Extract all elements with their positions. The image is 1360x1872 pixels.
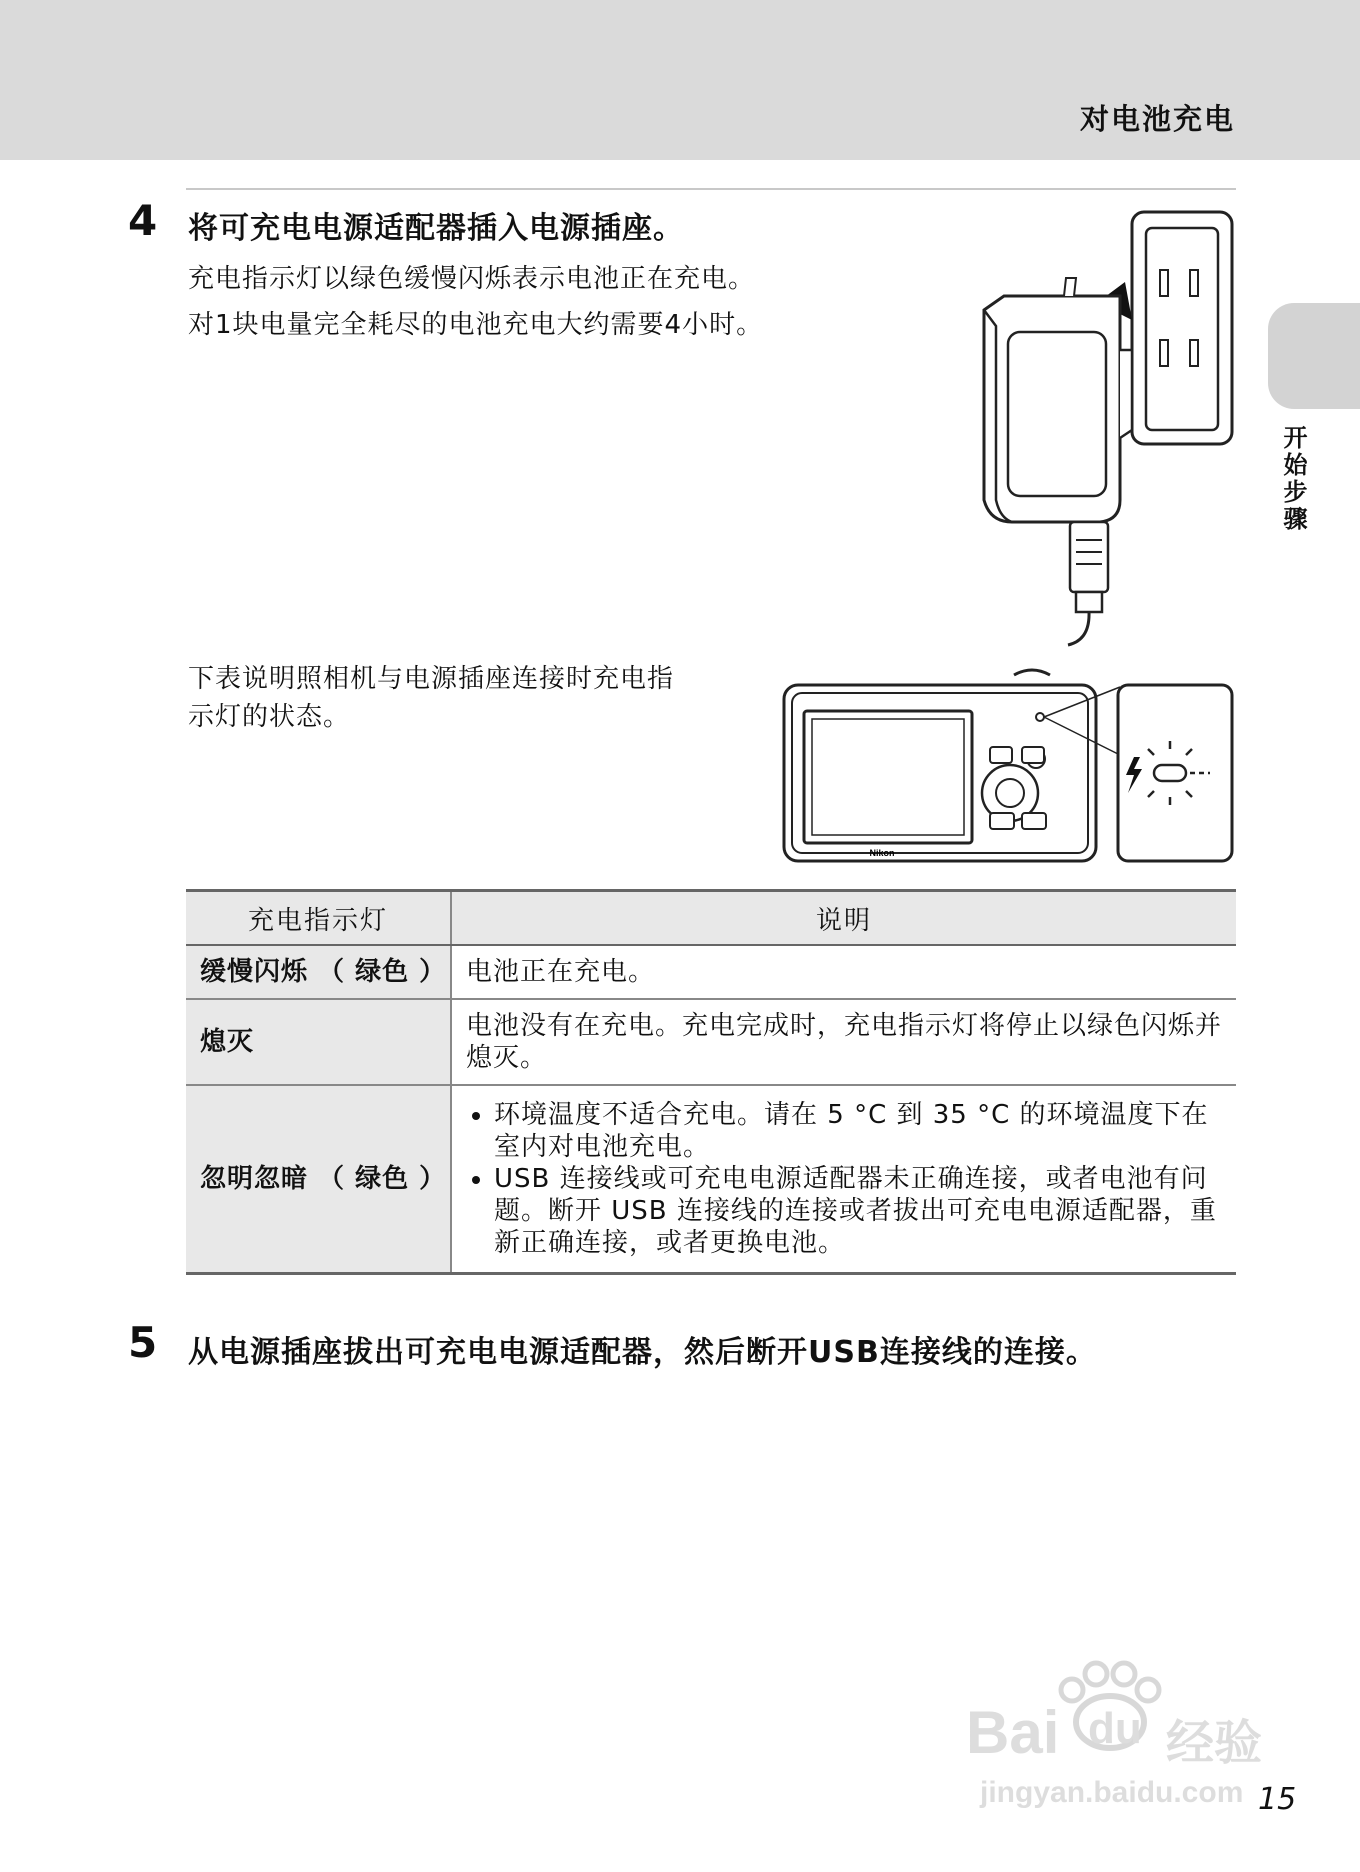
- list-item: • 环境温度不适合充电。请在 5 °C 到 35 °C 的环境温度下在室内对电池充电。: [494, 1099, 1222, 1163]
- table-row: [186, 999, 1236, 1085]
- list-item: • USB 连接线或可充电电源适配器未正确连接，或者电池有问题。断开 USB 连接线的连接或者拔出可充电电源适配器，重新正确连接，或者更换电池。: [494, 1163, 1222, 1259]
- description-cell: [451, 1085, 1236, 1273]
- description-cell: 电池正在充电。: [451, 945, 1236, 999]
- side-tab-label: 开始步骤: [1279, 425, 1307, 533]
- step-5-heading: 从电源插座拔出可充电电源适配器，然后断开USB连接线的连接。: [188, 1335, 1097, 1370]
- intro-line-1: 下表说明照相机与电源插座连接时充电指: [188, 664, 675, 694]
- page-section-title: 对电池充电: [1079, 102, 1235, 136]
- top-divider: [186, 188, 1236, 190]
- side-tab: [1268, 303, 1360, 409]
- table-row: [186, 1085, 1236, 1273]
- description-cell: 电池没有在充电。充电完成时，充电指示灯将停止以绿色闪烁并熄灭。: [451, 999, 1236, 1085]
- step-4-number: 4: [128, 196, 158, 245]
- status-cell: 忽明忽暗 （ 绿色 ）: [186, 1085, 451, 1273]
- camera-back-illustration: [782, 665, 1236, 865]
- step-4-heading: 将可充电电源适配器插入电源插座。: [188, 211, 684, 246]
- step-5-number: 5: [128, 1318, 158, 1367]
- page-number: 15: [1258, 1782, 1297, 1817]
- bullet-list: [466, 1099, 1222, 1259]
- usb-plug-icon: [1068, 522, 1108, 645]
- power-adapter-icon: [984, 278, 1132, 522]
- adapter-outlet-illustration: [960, 200, 1240, 650]
- camera-body-icon: [784, 670, 1120, 861]
- status-cell: 熄灭: [186, 999, 451, 1085]
- intro-line-2: 示灯的状态。: [188, 702, 351, 732]
- status-cell: 缓慢闪烁 （ 绿色 ）: [186, 945, 451, 999]
- column-header-description: 说明: [451, 891, 1236, 946]
- table-row: [186, 945, 1236, 999]
- step-4-line-1: 充电指示灯以绿色缓慢闪烁表示电池正在充电。: [188, 264, 756, 294]
- table-header-row: [186, 891, 1236, 946]
- baidu-watermark-logo: Bai du 经验 jingyan.baidu.com: [960, 1660, 1280, 1820]
- wall-outlet-icon: [1132, 212, 1232, 444]
- column-header-status: 充电指示灯: [186, 891, 451, 946]
- charge-status-table: [186, 889, 1236, 1275]
- step-4-line-2: 对1块电量完全耗尽的电池充电大约需要4小时。: [188, 310, 764, 340]
- camera-brand-label: Nikon: [869, 848, 895, 858]
- charge-lamp-zoom-icon: [1118, 685, 1232, 861]
